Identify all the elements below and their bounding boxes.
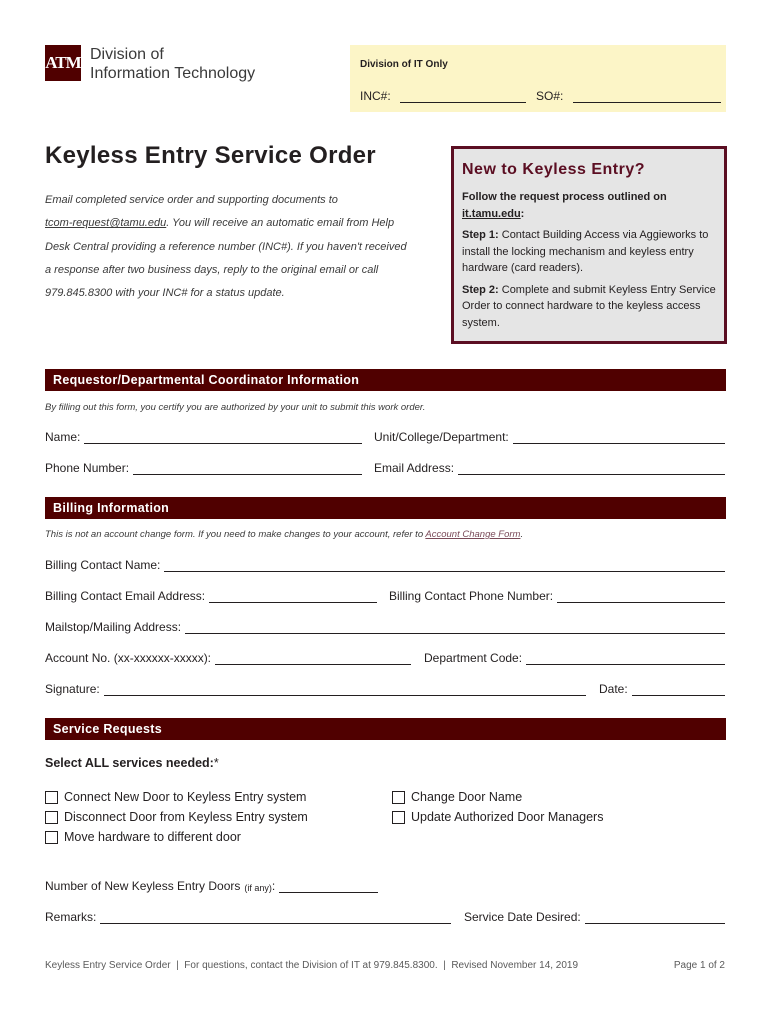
billing-note-prefix: This is not an account change form. If you need to make changes to your account, refer to bbox=[45, 529, 426, 540]
mailstop-line[interactable] bbox=[185, 624, 725, 634]
phone-field[interactable] bbox=[45, 461, 362, 475]
select-services-label bbox=[45, 756, 219, 770]
step2-text: Complete and submit Keyless Entry Service Order to connect hardware to the keyless access system. bbox=[462, 283, 716, 329]
name-input-line[interactable] bbox=[84, 434, 362, 444]
tamu-logo: ATM bbox=[45, 45, 81, 81]
date-label: Date: bbox=[599, 682, 628, 696]
so-label: SO#: bbox=[536, 89, 564, 103]
service-date-line[interactable] bbox=[585, 914, 725, 924]
signature-label: Signature: bbox=[45, 682, 100, 696]
requestor-section-header: Requestor/Departmental Coordinator Information bbox=[45, 369, 726, 391]
email-label: Email Address: bbox=[374, 461, 455, 475]
option-label: Change Door Name bbox=[411, 790, 523, 804]
dept-code-field[interactable] bbox=[424, 651, 725, 665]
footer-text: Keyless Entry Service Order | For questions, contact the Division of IT at 979.845.8300. | Revised November 14, 2019 bbox=[45, 960, 579, 971]
signature-field[interactable] bbox=[45, 682, 586, 696]
billing-contact-name-label: Billing Contact Name: bbox=[45, 558, 161, 572]
so-input-line[interactable] bbox=[573, 102, 721, 103]
email-field[interactable] bbox=[374, 461, 725, 475]
option-label: Disconnect Door from Keyless Entry system bbox=[64, 810, 308, 824]
inc-label: INC#: bbox=[360, 89, 391, 103]
account-line[interactable] bbox=[215, 655, 411, 665]
option-change-door-name[interactable] bbox=[392, 787, 603, 807]
step1-label: Step 1: bbox=[462, 229, 499, 241]
unit-label: Unit/College/Department: bbox=[374, 430, 509, 444]
remarks-field[interactable] bbox=[45, 910, 451, 924]
doors-label: Number of New Keyless Entry Doors bbox=[45, 879, 241, 893]
inc-input-line[interactable] bbox=[400, 102, 526, 103]
option-disconnect[interactable] bbox=[45, 807, 308, 827]
so-field[interactable] bbox=[536, 89, 721, 103]
intro-line3: Desk Central providing a reference number (INC#). If you haven't received bbox=[45, 240, 407, 253]
account-change-form-link[interactable]: Account Change Form bbox=[425, 529, 521, 540]
step1 bbox=[462, 227, 718, 277]
step1-text: Contact Building Access via Aggieworks to install the locking mechanism and keyless entry hardware (card readers). bbox=[462, 229, 709, 274]
select-services-text: Select ALL services needed: bbox=[45, 756, 214, 770]
phone-input-line[interactable] bbox=[133, 465, 362, 475]
account-field[interactable] bbox=[45, 651, 411, 665]
doors-colon: : bbox=[271, 879, 276, 893]
option-move-hardware[interactable] bbox=[45, 827, 308, 847]
requestor-note: By filling out this form, you certify you are authorized by your unit to submit this work order. bbox=[45, 402, 426, 413]
it-tamu-link[interactable]: it.tamu.edu bbox=[462, 207, 521, 220]
new-box-body bbox=[462, 189, 718, 336]
service-date-label: Service Date Desired: bbox=[464, 910, 581, 924]
mailstop-label: Mailstop/Mailing Address: bbox=[45, 620, 182, 634]
doors-count-field[interactable] bbox=[45, 879, 378, 893]
phone-label: Phone Number: bbox=[45, 461, 130, 475]
option-update-managers[interactable] bbox=[392, 807, 603, 827]
follow-label: Follow the request process outlined on bbox=[462, 191, 667, 203]
remarks-label: Remarks: bbox=[45, 910, 97, 924]
intro-line5: 979.845.8300 with your INC# for a status update. bbox=[45, 287, 285, 300]
option-label: Move hardware to different door bbox=[64, 830, 241, 844]
step2-label: Step 2: bbox=[462, 283, 499, 296]
billing-note-suffix: . bbox=[520, 529, 524, 540]
option-label: Connect New Door to Keyless Entry system bbox=[64, 790, 307, 804]
page-title: Keyless Entry Service Order bbox=[45, 142, 376, 169]
mailstop-field[interactable] bbox=[45, 620, 725, 634]
name-field[interactable] bbox=[45, 430, 362, 444]
intro-line1: Email completed service order and supporting documents to bbox=[45, 194, 338, 206]
step2 bbox=[462, 282, 718, 332]
intro-line2 bbox=[45, 212, 425, 235]
it-only-box bbox=[350, 45, 726, 112]
org-name bbox=[90, 45, 255, 83]
unit-field[interactable] bbox=[374, 430, 725, 444]
name-label: Name: bbox=[45, 430, 81, 444]
date-line[interactable] bbox=[632, 686, 725, 696]
doors-count-line[interactable] bbox=[279, 883, 378, 893]
page-number: Page 1 of 2 bbox=[673, 960, 725, 971]
checkbox[interactable] bbox=[45, 811, 58, 824]
link-suffix: : bbox=[520, 207, 525, 220]
unit-input-line[interactable] bbox=[513, 434, 725, 444]
billing-contact-email-line[interactable] bbox=[209, 593, 377, 603]
billing-contact-name-line[interactable] bbox=[164, 562, 725, 572]
service-section-header: Service Requests bbox=[45, 718, 726, 740]
doors-hint: (if any) bbox=[244, 883, 272, 893]
billing-contact-email-field[interactable] bbox=[45, 589, 377, 603]
billing-note bbox=[45, 529, 523, 540]
billing-contact-email-label: Billing Contact Email Address: bbox=[45, 589, 206, 603]
follow-text bbox=[462, 189, 718, 222]
org-line1: Division of bbox=[90, 46, 164, 63]
intro-line2-rest: . You will receive an automatic email from Help bbox=[166, 217, 395, 230]
new-to-keyless-box bbox=[451, 146, 727, 344]
new-box-title: New to Keyless Entry? bbox=[462, 161, 645, 178]
billing-contact-name-field[interactable] bbox=[45, 558, 725, 572]
inc-field[interactable] bbox=[360, 89, 526, 103]
billing-section-header: Billing Information bbox=[45, 497, 726, 519]
option-connect[interactable] bbox=[45, 787, 308, 807]
required-mark: * bbox=[213, 756, 219, 770]
account-label: Account No. (xx-xxxxxx-xxxxx): bbox=[45, 651, 212, 665]
org-line2: Information Technology bbox=[90, 65, 256, 82]
email-link[interactable]: tcom-request@tamu.edu bbox=[45, 217, 167, 230]
it-only-title: Division of IT Only bbox=[360, 59, 448, 70]
email-input-line[interactable] bbox=[458, 465, 725, 475]
intro-line4: a response after two business days, reply to the original email or call bbox=[45, 263, 379, 276]
billing-contact-phone-field[interactable] bbox=[389, 589, 725, 603]
date-field[interactable] bbox=[599, 682, 725, 696]
checkbox[interactable] bbox=[45, 791, 58, 804]
option-label: Update Authorized Door Managers bbox=[411, 810, 604, 824]
checkbox[interactable] bbox=[392, 811, 405, 824]
signature-line[interactable] bbox=[104, 686, 586, 696]
billing-contact-phone-line[interactable] bbox=[557, 593, 725, 603]
checkbox[interactable] bbox=[45, 831, 58, 844]
dept-code-line[interactable] bbox=[526, 655, 725, 665]
checkbox[interactable] bbox=[392, 791, 405, 804]
service-date-field[interactable] bbox=[464, 910, 725, 924]
intro-text bbox=[45, 189, 425, 305]
remarks-line[interactable] bbox=[100, 914, 451, 924]
billing-contact-phone-label: Billing Contact Phone Number: bbox=[389, 589, 554, 603]
services-left bbox=[45, 787, 308, 847]
dept-code-label: Department Code: bbox=[424, 651, 523, 665]
services-right bbox=[392, 787, 603, 827]
